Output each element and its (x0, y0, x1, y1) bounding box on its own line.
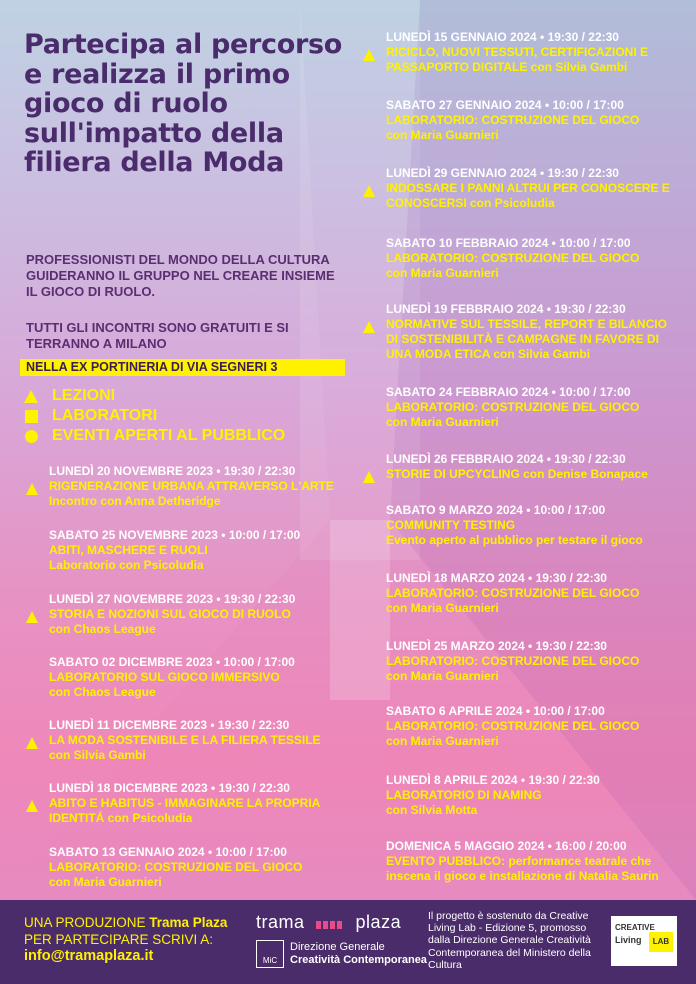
triangle-icon (26, 720, 38, 749)
headline: Partecipa al percorso e realizza il primo gioco di ruolo sull'impatto della filiera della Moda (24, 29, 343, 178)
event-item: LUNEDÌ 19 FEBBRAIO 2024 • 19:30 / 22:30 NORMATIVE SUL TESSILE, REPORT E BILANCIO DI SOSTENIBILITÀ E CAMPAGNE IN FAVORE DI UNA MODA ETICA con Silvia Gambi (363, 302, 678, 362)
footer (0, 900, 696, 984)
event-item: SABATO 27 GENNAIO 2024 • 10:00 / 17:00 LABORATORIO: COSTRUZIONE DEL GIOCO con Maria Guarnieri (386, 98, 640, 142)
legend (22, 386, 285, 446)
event-item: LUNEDÌ 25 MARZO 2024 • 19:30 / 22:30 LABORATORIO: COSTRUZIONE DEL GIOCO con Maria Guarnieri (386, 639, 640, 683)
event-item: SABATO 9 MARZO 2024 • 10:00 / 17:00 COMMUNITY TESTING Evento aperto al pubblico per testare il gioco (386, 503, 643, 547)
triangle-icon (26, 466, 38, 495)
triangle-icon (363, 32, 375, 61)
event-item: SABATO 25 NOVEMBRE 2023 • 10:00 / 17:00 ABITI, MASCHERE E RUOLI Laboratorio con Psicoludia (49, 528, 301, 572)
event-item: LUNEDÌ 29 GENNAIO 2024 • 19:30 / 22:30 INDOSSARE I PANNI ALTRUI PER CONOSCERE E CONOSCERSI con Psicoludia (363, 166, 678, 211)
triangle-icon (26, 783, 38, 812)
square-icon (25, 410, 38, 423)
event-item: SABATO 02 DICEMBRE 2023 • 10:00 / 17:00 LABORATORIO SUL GIOCO IMMERSIVO con Chaos League (49, 655, 295, 699)
event-item: SABATO 6 APRILE 2024 • 10:00 / 17:00 LABORATORIO: COSTRUZIONE DEL GIOCO con Maria Guarnieri (386, 704, 640, 748)
triangle-icon (363, 454, 375, 483)
event-item: DOMENICA 5 MAGGIO 2024 • 16:00 / 20:00 EVENTO PUBBLICO: performance teatrale che inscena il gioco e installazione di Natalia Saurin (386, 839, 659, 883)
event-item: LUNEDÌ 18 DICEMBRE 2023 • 19:30 / 22:30 ABITO E HABITUS - IMMAGINARE LA PROPRIA IDENTITÁ con Psicoludia (26, 781, 346, 826)
legend-laboratori: LABORATORI (22, 406, 285, 426)
event-item: LUNEDÌ 26 FEBBRAIO 2024 • 19:30 / 22:30 STORIE DI UPCYCLING con Denise Bonapace (363, 452, 678, 482)
trama-plaza-logo: trama plaza (256, 912, 402, 932)
bars-icon (316, 913, 344, 934)
circle-icon (25, 430, 38, 443)
event-item: SABATO 24 FEBBRAIO 2024 • 10:00 / 17:00 LABORATORIO: COSTRUZIONE DEL GIOCO con Maria Guarnieri (386, 385, 640, 429)
event-item: SABATO 10 FEBBRAIO 2024 • 10:00 / 17:00 LABORATORIO: COSTRUZIONE DEL GIOCO con Maria Guarnieri (386, 236, 640, 280)
creative-living-lab-logo: CREATIVE Living LAB (611, 916, 677, 966)
support-text: Il progetto è sostenuto da Creative Living Lab - Edizione 5, promosso dalla Direzione Generale Creatività Contemporanea del Ministero della Cultura (428, 910, 591, 971)
legend-lezioni: LEZIONI (22, 386, 285, 406)
event-item: LUNEDÌ 18 MARZO 2024 • 19:30 / 22:30 LABORATORIO: COSTRUZIONE DEL GIOCO con Maria Guarnieri (386, 571, 640, 615)
intro-professionals: PROFESSIONISTI DEL MONDO DELLA CULTURA GUIDERANNO IL GRUPPO NEL CREARE INSIEME IL GIOCO DI RUOLO. (26, 252, 335, 299)
mic-logo: MiC Direzione Generale Creatività Contemporanea (256, 940, 427, 968)
venue-banner: NELLA EX PORTINERIA DI VIA SEGNERI 3 (20, 359, 345, 376)
event-item: LUNEDÌ 11 DICEMBRE 2023 • 19:30 / 22:30 LA MODA SOSTENIBILE E LA FILIERA TESSILE con Silvia Gambi (26, 718, 346, 763)
email-link[interactable]: info@tramaplaza.it (24, 948, 154, 964)
triangle-icon (363, 304, 375, 333)
mic-icon: MiC (256, 940, 284, 968)
event-item: LUNEDÌ 20 NOVEMBRE 2023 • 19:30 / 22:30 RIGENERAZIONE URBANA ATTRAVERSO L'ARTE Incontro con Anna Detheridge (26, 464, 346, 509)
intro-free-events: TUTTI GLI INCONTRI SONO GRATUITI E SI TERRANNO A MILANO (26, 320, 289, 351)
triangle-icon (24, 390, 38, 403)
event-item: LUNEDÌ 8 APRILE 2024 • 19:30 / 22:30 LABORATORIO DI NAMING con Silvia Motta (386, 773, 600, 817)
triangle-icon (26, 594, 38, 623)
legend-eventi: EVENTI APERTI AL PUBBLICO (22, 426, 285, 446)
event-item: LUNEDÌ 15 GENNAIO 2024 • 19:30 / 22:30 RICICLO, NUOVI TESSUTI, CERTIFICAZIONI E PASSAPORTO DIGITALE con Silvia Gambi (363, 30, 678, 75)
triangle-icon (363, 168, 375, 197)
footer-contact: UNA PRODUZIONE Trama Plaza PER PARTECIPARE SCRIVI A: info@tramaplaza.it (24, 915, 228, 964)
event-item: SABATO 13 GENNAIO 2024 • 10:00 / 17:00 LABORATORIO: COSTRUZIONE DEL GIOCO con Maria Guarnieri (49, 845, 303, 889)
event-item: LUNEDÌ 27 NOVEMBRE 2023 • 19:30 / 22:30 STORIA E NOZIONI SUL GIOCO DI RUOLO con Chaos League (26, 592, 346, 637)
